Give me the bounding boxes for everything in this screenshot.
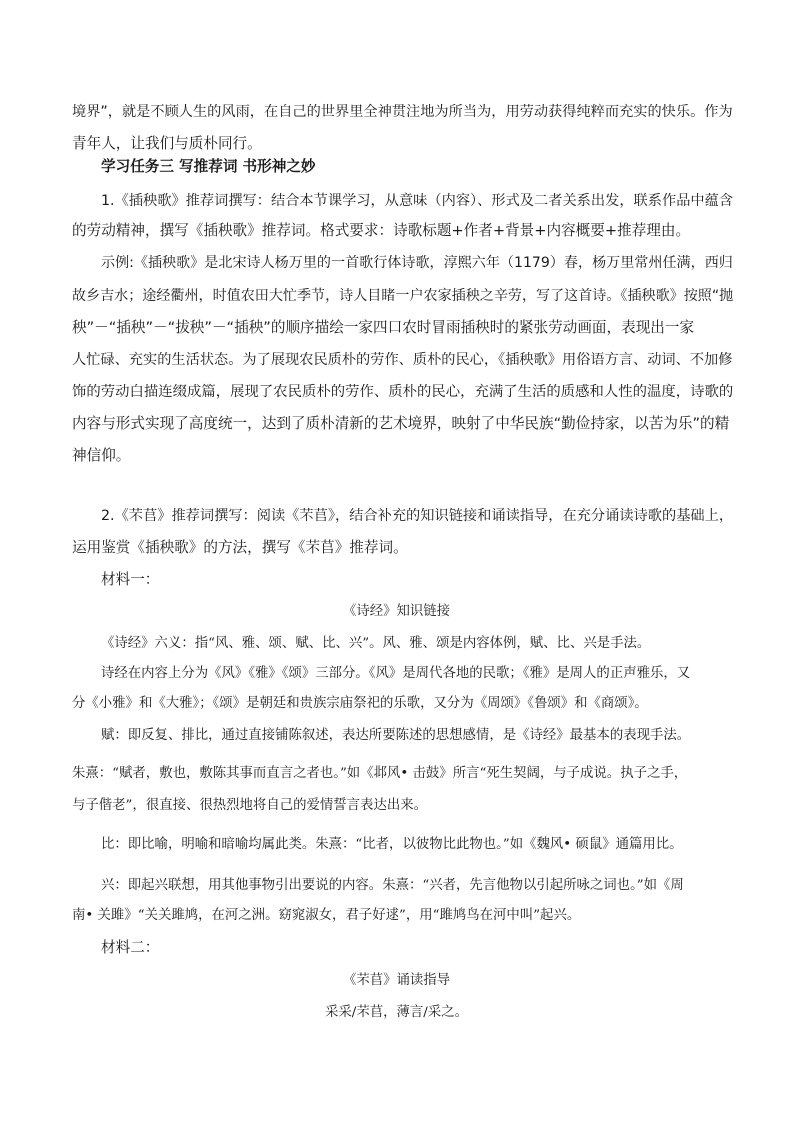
example-line-7: 神信仰。 xyxy=(72,447,131,464)
item1-line-2: 的劳动精神，撰写《插秧歌》推荐词。格式要求：诗歌标题+作者+背景+内容概要+推荐理由。 xyxy=(72,222,691,239)
material1-xing-line-2: 南• 关雎》“关关雎鸠，在河之洲。窈窕淑女，君子好逑”，用“雎鸠鸟在河中叫”起兴。 xyxy=(72,908,581,923)
material1-xing-line-1: 兴：即起兴联想，用其他事物引出要说的内容。朱熹：“兴者，先言他物以引起所咏之词也。”如《周 xyxy=(101,878,684,893)
material1-fu-line-1: 赋：即反复、排比，通过直接铺陈叙述，表达所要陈述的思想感情，是《诗经》最基本的表现手法。 xyxy=(101,728,691,743)
material1-fu-line-2: 朱熹：“赋者，敷也，敷陈其事而直言之者也。”如《邶风• 击鼓》所言“死生契阔，与子成说。执子之手， xyxy=(72,766,688,781)
intro-line-2: 青年人，让我们与质朴同行。 xyxy=(72,135,262,152)
material1-title: 《诗经》知识链接 xyxy=(342,604,451,619)
example-line-4: 人忙碌、充实的生活状态。为了展现农民质朴的劳作、质朴的民心，《插秧歌》用俗语方言、动词、不加修 xyxy=(72,352,733,368)
item2-line-1: 2.《芣苢》推荐词撰写：阅读《芣苢》，结合补充的知识链接和诵读指导，在充分诵读诗歌的基础上， xyxy=(101,508,734,524)
example-line-1: 示例:《插秧歌》是北宋诗人杨万里的一首歌行体诗歌，淳熙六年（1179）春，杨万里常州任满，西归 xyxy=(101,255,733,271)
example-line-2: 故乡吉水；途经衢州，时值农田大忙季节，诗人目睹一户农家插秧之辛劳，写了这首诗。《插秧歌》按照“抛 xyxy=(72,288,734,304)
item1-line-1: 1.《插秧歌》推荐词撰写：结合本节课学习，从意味（内容）、形式及二者关系出发，联系作品中蕴含 xyxy=(101,193,734,209)
material2-label: 材料二： xyxy=(101,939,160,956)
item2-line-2: 运用鉴赏《插秧歌》的方法，撰写《芣苢》推荐词。 xyxy=(72,539,408,556)
material1-fu-line-3: 与子偕老”，很直接、很热烈地将自己的爱情誓言表达出来。 xyxy=(72,798,427,813)
material1-p2-line-1: 诗经在内容上分为《风》《雅》《颂》三部分。《风》是周代各地的民歌；《雅》是周人的正声雅乐，又 xyxy=(101,666,691,681)
example-line-6: 内容与形式实现了高度统一，达到了质朴清新的艺术境界，映射了中华民族“勤俭持家，以苦为乐”的精 xyxy=(72,415,730,432)
intro-line-1: 境界”，就是不顾人生的风雨，在自己的世界里全神贯注地为所当为，用劳动获得纯粹而充实的快乐。作为 xyxy=(72,104,733,120)
example-line-3: 秧”－“插秧”－“拔秧”－“插秧”的顺序描绘一家四口农时冒雨插秧时的紧张劳动画面，表现出一家 xyxy=(72,319,695,336)
material1-label: 材料一： xyxy=(101,571,160,588)
material1-bi: 比：即比喻，明喻和暗喻均属此类。朱熹：“比者，以彼物比此物也。”如《魏风• 硕鼠》通篇用比。 xyxy=(101,837,683,852)
example-line-5: 饰的劳动白描连缀成篇，展现了农民质朴的劳作、质朴的民心，充满了生活的质感和人性的温度，诗歌的 xyxy=(72,384,734,400)
material2-title: 《芣苢》诵读指导 xyxy=(342,973,451,988)
material2-line-1: 采采/芣苢，薄言/采之。 xyxy=(325,1005,468,1020)
task3-heading: 学习任务三 写推荐词 书形神之妙 xyxy=(101,158,316,175)
material1-p1: 《诗经》六义：指“风、雅、颂、赋、比、兴”。风、雅、颂是内容体例，赋、比、兴是手法。 xyxy=(101,636,651,651)
material1-p2-line-2: 分《小雅》和《大雅》；《颂》是朝廷和贵族宗庙祭祀的乐歌，又分为《周颂》《鲁颂》和《商颂》。 xyxy=(72,696,648,711)
